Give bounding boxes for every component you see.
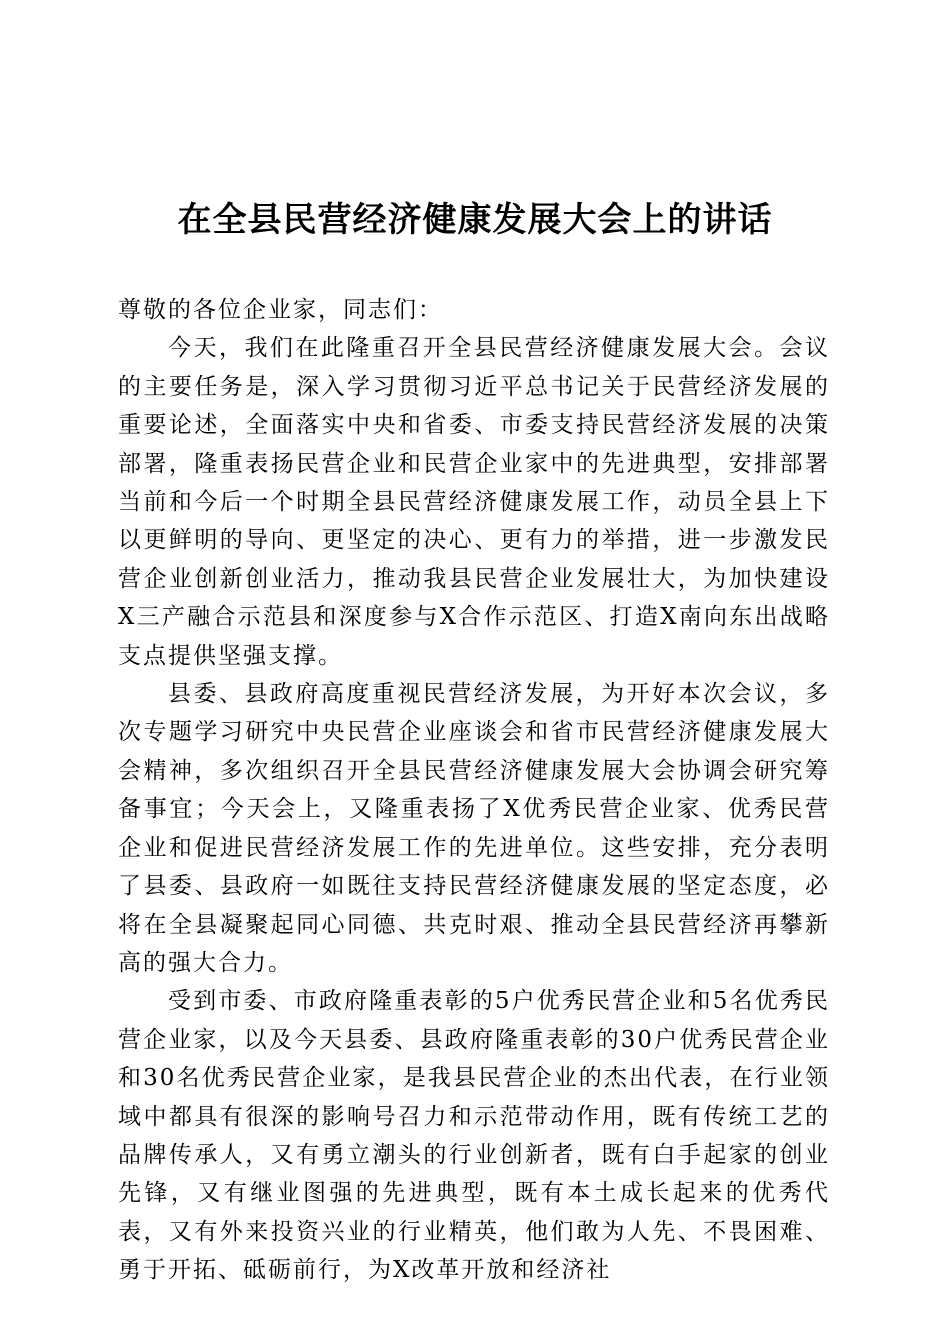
paragraph-1: 今天，我们在此隆重召开全县民营经济健康发展大会。会议的主要任务是，深入学习贯彻习近平总书记关于民营经济发展的重要论述，全面落实中央和省委、市委支持民营经济发展的决策部署，隆重表扬民营企业和民营企业家中的先进典型，安排部署当前和今后一个时期全县民营经济健康发展工作，动员全县上下以更鲜明的导向、更坚定的决心、更有力的举措，进一步激发民营企业创新创业活力，推动我县民营企业发展壮大，为加快建设X三产融合示范县和深度参与X合作示范区、打造X南向东出战略支点提供坚强支撑。 <box>118 335 830 669</box>
salutation: 尊敬的各位企业家，同志们： <box>118 297 443 323</box>
paragraph-2: 县委、县政府高度重视民营经济发展，为开好本次会议，多次专题学习研究中央民营企业座谈会和省市民营经济健康发展大会精神，多次组织召开全县民营经济健康发展大会协调会研究筹备事宜；今天会上，又隆重表扬了X优秀民营企业家、优秀民营企业和促进民营经济发展工作的先进单位。这些安排，充分表明了县委、县政府一如既往支持民营经济健康发展的坚定态度，必将在全县凝聚起同心同德、共克时艰、推动全县民营经济再攀新高的强大合力。 <box>118 681 830 976</box>
paragraph-3: 受到市委、市政府隆重表彰的5户优秀民营企业和5名优秀民营企业家，以及今天县委、县政府隆重表彰的30户优秀民营企业和30名优秀民营企业家，是我县民营企业的杰出代表，在行业领域中都具有很深的影响号召力和示范带动作用，既有传统工艺的品牌传承人，又有勇立潮头的行业创新者，既有白手起家的创业先锋，又有继业图强的先进典型，既有本土成长起来的优秀代表，又有外来投资兴业的行业精英，他们敢为人先、不畏困难、勇于开拓、砥砺前行，为X改革开放和经济社 <box>118 988 830 1284</box>
document-title: 在全县民营经济健康发展大会上的讲话 <box>177 200 773 240</box>
document-body <box>118 291 830 1290</box>
